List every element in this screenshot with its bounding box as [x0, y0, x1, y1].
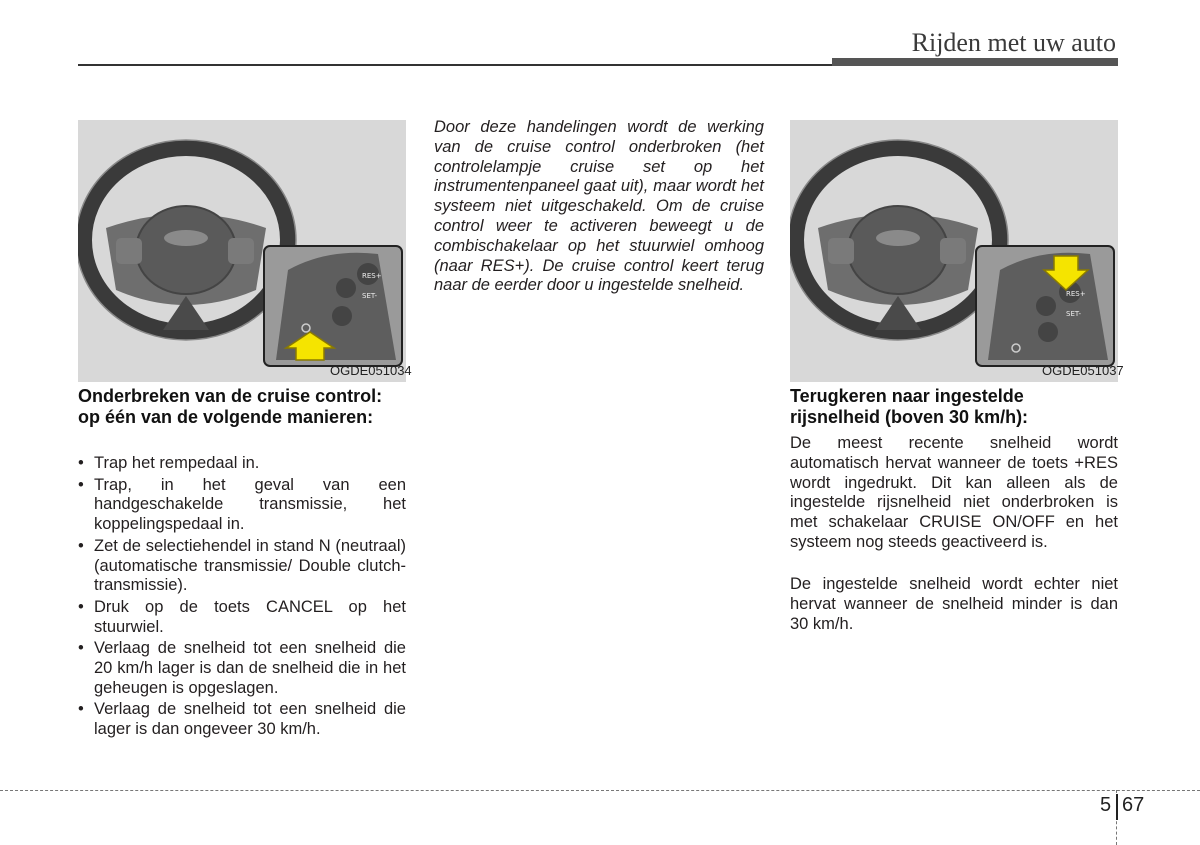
figure-caption-right: OGDE051037: [1042, 363, 1124, 378]
section-heading-interrupt: Onderbreken van de cruise control: op één van de volgende manieren:: [78, 386, 383, 427]
page-number: 67: [1122, 794, 1145, 816]
resume-paragraph-1: De meest recente snelheid wordt automatisch hervat wanneer de toets +RES wordt ingedrukt. Dit kan alleen als de ingestelde rijsnelheid niet onderbroken is met schakelaar CRUISE ON/OFF en het systeem nog steeds geactiveerd is.: [790, 434, 1118, 551]
steering-wheel-figure-left: [78, 120, 406, 382]
list-item: • Trap het rempedaal in.: [78, 454, 406, 474]
running-header: Rijden met uw auto: [911, 28, 1116, 57]
section-heading-resume: Terugkeren naar ingestelde rijsnelheid (boven 30 km/h):: [790, 386, 1029, 427]
switch-label-res: RES+: [362, 272, 382, 280]
steering-wheel-illustration: [790, 120, 1118, 382]
header-rule: [78, 64, 834, 66]
list-item: • Verlaag de snelheid tot een snelheid die lager is dan ongeveer 30 km/h.: [78, 700, 406, 739]
list-item: • Verlaag de snelheid tot een snelheid die 20 km/h lager is dan de snelheid die in het geheugen is opgeslagen.: [78, 639, 406, 698]
list-item: • Trap, in het geval van een handgeschakelde transmissie, het koppelingspedaal in.: [78, 476, 406, 535]
switch-label-set: SET-: [362, 292, 378, 300]
switch-label-res: RES+: [1066, 290, 1086, 298]
steering-wheel-figure-right: [790, 120, 1118, 382]
page-number-separator: [1116, 794, 1118, 820]
interrupt-conditions-list: [78, 454, 406, 742]
header-rule-accent: [832, 58, 1118, 66]
list-item: • Druk op de toets CANCEL op het stuurwiel.: [78, 598, 406, 637]
list-item: • Zet de selectiehendel in stand N (neutraal) (automatische transmissie/ Double clutch-transmissie).: [78, 537, 406, 596]
figure-caption-left: OGDE051034: [330, 363, 412, 378]
footer-divider: [0, 790, 1200, 791]
switch-label-set: SET-: [1066, 310, 1082, 318]
steering-wheel-illustration: [78, 120, 406, 382]
chapter-number: 5: [1100, 794, 1112, 816]
resume-paragraph-2: De ingestelde snelheid wordt echter niet hervat wanneer de snelheid minder is dan 30 km/h.: [790, 575, 1118, 633]
interrupt-note: Door deze handelingen wordt de werking van de cruise control onderbroken (het controlelampje cruise set op het instrumentenpaneel gaat uit), maar wordt het systeem niet uitgeschakeld. Om de cruise control weer te activeren beweegt u de combischakelaar op het stuurwiel omhoog (naar RES+). De cruise control keert terug naar de eerder door u ingestelde snelheid.: [434, 118, 764, 295]
